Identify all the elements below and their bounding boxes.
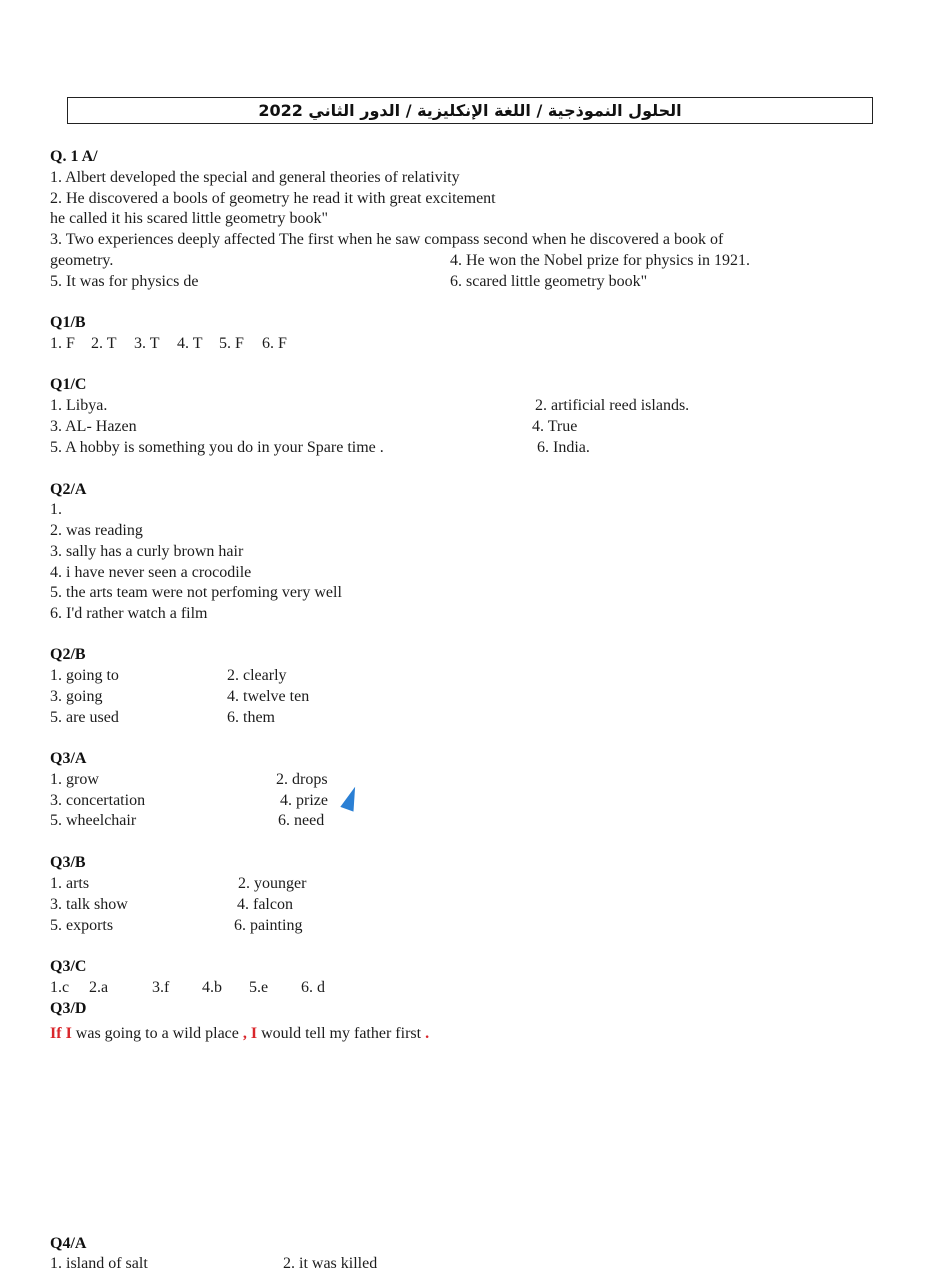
q2b-answer-6: 6. them (227, 709, 275, 726)
q3d-period: . (425, 1025, 430, 1042)
q3b-answer-6: 6. painting (234, 917, 303, 934)
q3a-answer-2: 2. drops (276, 771, 328, 788)
q1a-line-6: 4. He won the Nobel prize for physics in 1921. (450, 252, 750, 269)
q1c-answer-5: 5. A hobby is something you do in your Spare time . (50, 439, 384, 456)
q3c-answer-1: 1.c (50, 979, 70, 996)
q3d-clause-1: was going to a wild place (75, 1025, 239, 1042)
q2b-answer-2: 2. clearly (227, 667, 287, 684)
q3c-answer-3: 3.f (152, 979, 170, 996)
q2a-line-5: 5. the arts team were not perfoming very well (50, 584, 342, 601)
q1c-answer-2: 2. artificial reed islands. (535, 397, 690, 414)
heading-q1a: Q. 1 A/ (50, 148, 98, 165)
q3d-subject-1: I (65, 1025, 72, 1042)
q2a-line-2: 2. was reading (50, 522, 143, 539)
page-title: الحلول النموذجية / اللغة الإنكليزية / الدور الثاني 2022 (258, 101, 682, 120)
q4a-answer-2: 2. it was killed (283, 1255, 378, 1272)
heading-q2b: Q2/B (50, 646, 86, 663)
blue-pen-mark (340, 784, 361, 811)
q3c-answer-4: 4.b (202, 979, 222, 996)
q1b-answer-1: 1. F (50, 335, 75, 352)
q3d-sentence (50, 1024, 429, 1044)
q2a-line-4: 4. i have never seen a crocodile (50, 564, 252, 581)
q2b-answer-4: 4. twelve ten (227, 688, 310, 705)
heading-q3d: Q3/D (50, 1000, 87, 1017)
q1a-line-7: 5. It was for physics de (50, 273, 199, 290)
q3a-answer-3: 3. concertation (50, 792, 146, 809)
heading-q3b: Q3/B (50, 854, 86, 871)
q3b-answer-5: 5. exports (50, 917, 114, 934)
q1b-answer-3: 3. T (134, 335, 160, 352)
q3a-answer-1: 1. grow (50, 771, 99, 788)
q3a-answer-4: 4. prize (280, 792, 328, 809)
heading-q4a: Q4/A (50, 1235, 87, 1252)
q2b-answer-3: 3. going (50, 688, 103, 705)
q1b-answer-2: 2. T (91, 335, 117, 352)
q3c-answer-6: 6. d (301, 979, 325, 996)
q3c-answer-2: 2.a (89, 979, 109, 996)
q3d-if: If (50, 1025, 62, 1042)
q3c-answer-5: 5.e (249, 979, 269, 996)
q2a-line-1: 1. (50, 501, 62, 518)
q3a-answer-6: 6. need (278, 812, 325, 829)
q2a-line-3: 3. sally has a curly brown hair (50, 543, 244, 560)
header-title-box (67, 97, 873, 124)
q1a-line-3: he called it his scared little geometry book" (50, 210, 328, 227)
q1a-line-4: 3. Two experiences deeply affected The first when he saw compass second when he discovered a book of (50, 231, 724, 248)
q1c-answer-3: 3. AL- Hazen (50, 418, 137, 435)
q1c-answer-1: 1. Libya. (50, 397, 108, 414)
q3b-answer-2: 2. younger (238, 875, 307, 892)
q1c-answer-4: 4. True (532, 418, 578, 435)
q1a-line-1: 1. Albert developed the special and general theories of relativity (50, 169, 460, 186)
q3b-answer-1: 1. arts (50, 875, 90, 892)
q2b-answer-1: 1. going to (50, 667, 119, 684)
heading-q3c: Q3/C (50, 958, 87, 975)
heading-q1c: Q1/C (50, 376, 87, 393)
heading-q3a: Q3/A (50, 750, 87, 767)
q3a-answer-5: 5. wheelchair (50, 812, 137, 829)
heading-q1b: Q1/B (50, 314, 86, 331)
q1a-line-2: 2. He discovered a bools of geometry he read it with great excitement (50, 190, 496, 207)
q3d-subject-2: I (250, 1025, 258, 1042)
q1a-line-8: 6. scared little geometry book" (450, 273, 648, 290)
q1b-answer-4: 4. T (177, 335, 203, 352)
q1b-answer-6: 6. F (262, 335, 287, 352)
q3d-clause-2: would tell my father first (261, 1025, 422, 1042)
q4a-answer-1: 1. island of salt (50, 1255, 148, 1272)
q2b-answer-5: 5. are used (50, 709, 119, 726)
heading-q2a: Q2/A (50, 481, 87, 498)
q1a-line-5: geometry. (50, 252, 114, 269)
q1c-answer-6: 6. India. (537, 439, 590, 456)
q3d-comma: , (242, 1025, 247, 1042)
q3b-answer-3: 3. talk show (50, 896, 128, 913)
q2a-line-6: 6. I'd rather watch a film (50, 605, 208, 622)
q3b-answer-4: 4. falcon (237, 896, 293, 913)
q1b-answer-5: 5. F (219, 335, 244, 352)
